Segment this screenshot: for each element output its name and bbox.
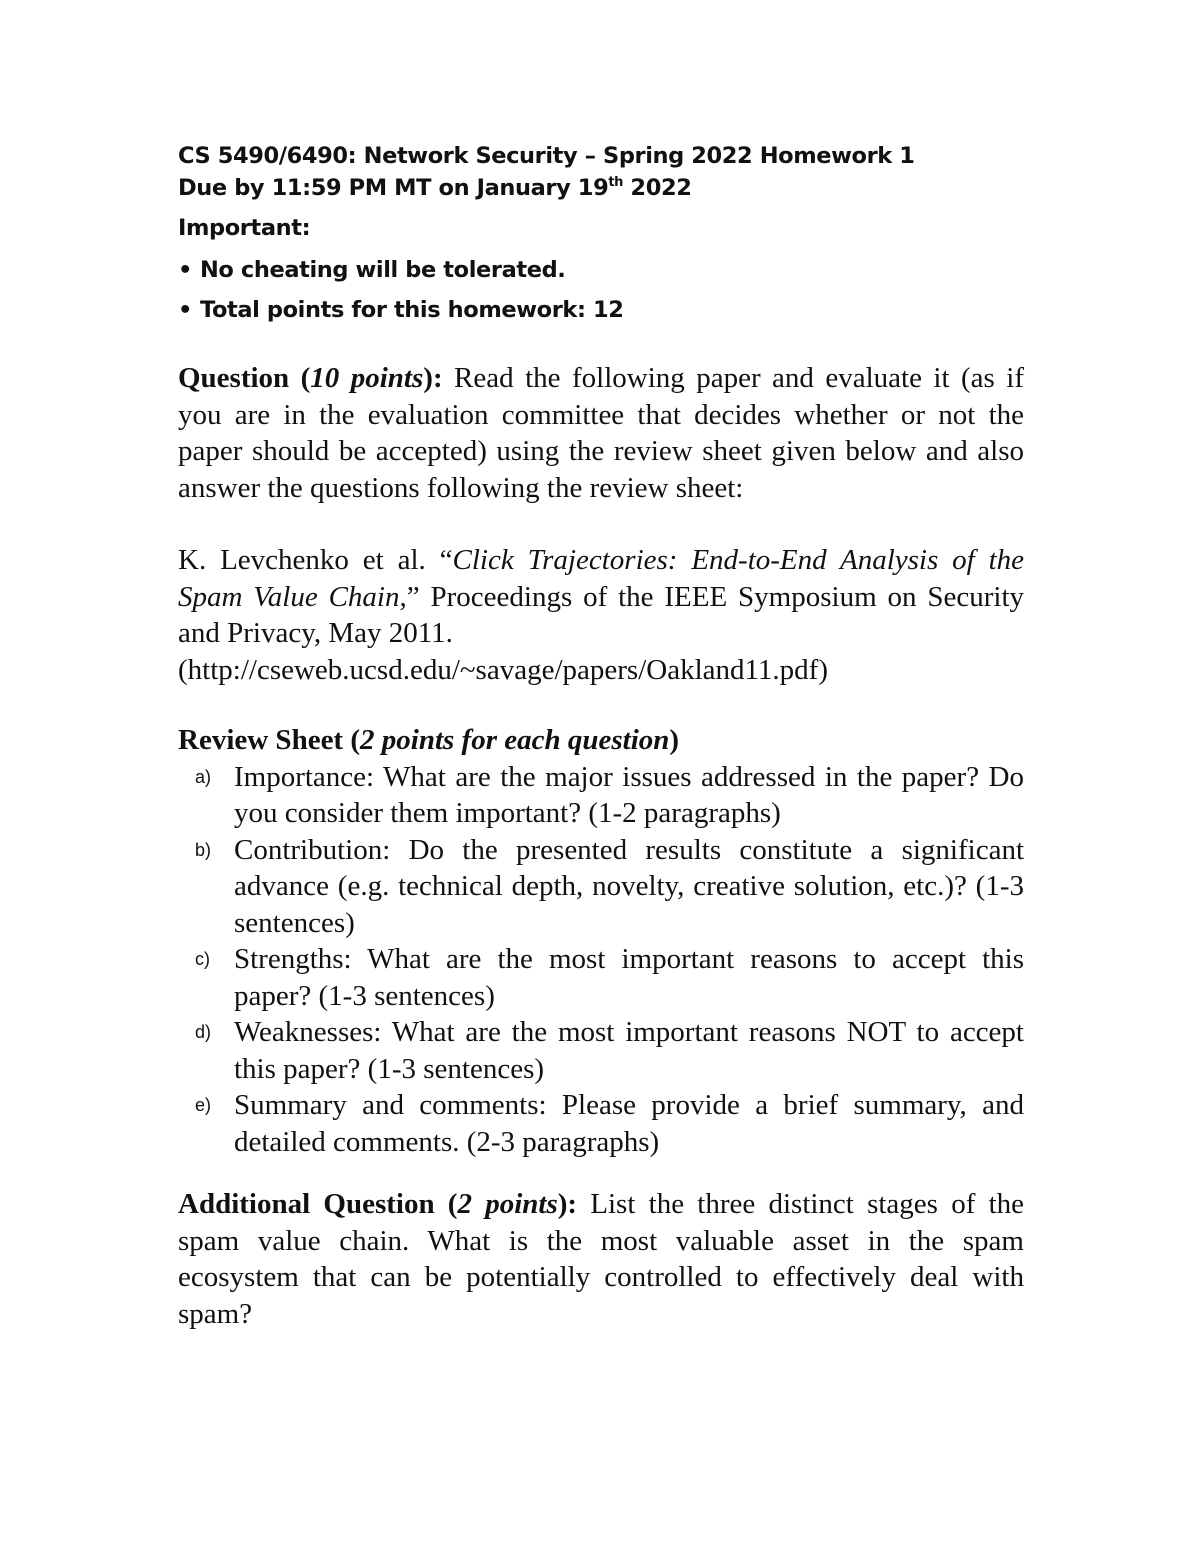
bullet-icon: • xyxy=(178,297,192,323)
item-text: Importance: What are the major issues addressed in the paper? Do you consider them important? (1-2 paragraphs) xyxy=(234,760,1024,829)
additional-question-text: List the three distinct stages of the spam value chain. What is the most valuable asset in the spam ecosystem that can be potentially controlled to effectively deal with spam? xyxy=(178,1188,1025,1330)
additional-question-points: 2 points xyxy=(457,1188,558,1220)
bullet-text: Total points for this homework: 12 xyxy=(200,297,624,323)
item-marker: b) xyxy=(195,839,212,860)
item-marker: a) xyxy=(195,766,212,787)
review-paren-open: ( xyxy=(343,724,361,756)
list-item xyxy=(178,759,1024,832)
question-paren-open: ( xyxy=(289,362,311,394)
list-item xyxy=(178,250,1024,290)
bullet-icon: • xyxy=(178,257,192,283)
list-item xyxy=(178,941,1024,1014)
item-text: Weaknesses: What are the most important reasons NOT to accept this paper? (1-3 sentences) xyxy=(234,1016,1024,1085)
reference-title: Click Trajectories: End-to-End Analysis of the Spam Value Chain xyxy=(178,544,1024,613)
homework-sheet xyxy=(178,140,1024,1332)
due-date-text: Due by 11:59 PM MT on January 19 xyxy=(178,175,609,201)
question-paragraph xyxy=(178,360,1024,506)
question-text: Read the following paper and evaluate it (as if you are in the evaluation committee that decides whether or not the paper should be accepted) using the review sheet given below and also answer the questions following the review sheet: xyxy=(178,362,1024,504)
additional-paren-close: ): xyxy=(557,1188,578,1220)
item-text: Summary and comments: Please provide a brief summary, and detailed comments. (2-3 paragraphs) xyxy=(234,1089,1024,1158)
review-points: 2 points for each question xyxy=(360,724,670,756)
question-points: 10 points xyxy=(310,362,424,394)
reference-url: (http://cseweb.ucsd.edu/~savage/papers/Oakland11.pdf) xyxy=(178,653,828,686)
important-heading: Important: xyxy=(178,215,311,241)
item-text: Contribution: Do the presented results constitute a significant advance (e.g. technical depth, novelty, creative solution, etc.)? (1-3 sentences) xyxy=(234,833,1024,939)
list-item xyxy=(178,1014,1024,1087)
review-sheet-heading xyxy=(178,722,1024,759)
important-list xyxy=(178,250,1024,330)
item-marker: e) xyxy=(195,1095,212,1115)
due-date-year: 2022 xyxy=(623,175,692,201)
reference-venue: ,” Proceedings of the IEEE Symposium on Security and Privacy, May 2011. xyxy=(178,580,1024,649)
list-item xyxy=(178,832,1024,942)
reference-authors: K. Levchenko et al. “ xyxy=(178,544,453,576)
course-title: CS 5490/6490: Network Security – Spring 2022 Homework 1 xyxy=(178,143,915,169)
additional-question-label: Additional Question xyxy=(178,1188,435,1220)
additional-question-paragraph xyxy=(178,1186,1024,1332)
question-label: Question xyxy=(178,362,290,394)
due-date-suffix: th xyxy=(608,175,623,190)
list-item xyxy=(178,290,1024,330)
paper-reference xyxy=(178,542,1024,652)
item-text: Strengths: What are the most important reasons to accept this paper? (1-3 sentences) xyxy=(234,943,1024,1012)
question-paren-close: ): xyxy=(423,362,443,394)
additional-paren-open: ( xyxy=(434,1188,458,1220)
review-questions xyxy=(178,759,1024,1161)
review-paren-close: ) xyxy=(669,724,680,756)
bullet-text: No cheating will be tolerated. xyxy=(200,257,566,283)
list-item xyxy=(178,1087,1024,1160)
item-marker: c) xyxy=(195,949,210,969)
due-date xyxy=(178,172,1024,204)
item-marker: d) xyxy=(195,1022,212,1042)
review-sheet-label: Review Sheet xyxy=(178,724,344,756)
